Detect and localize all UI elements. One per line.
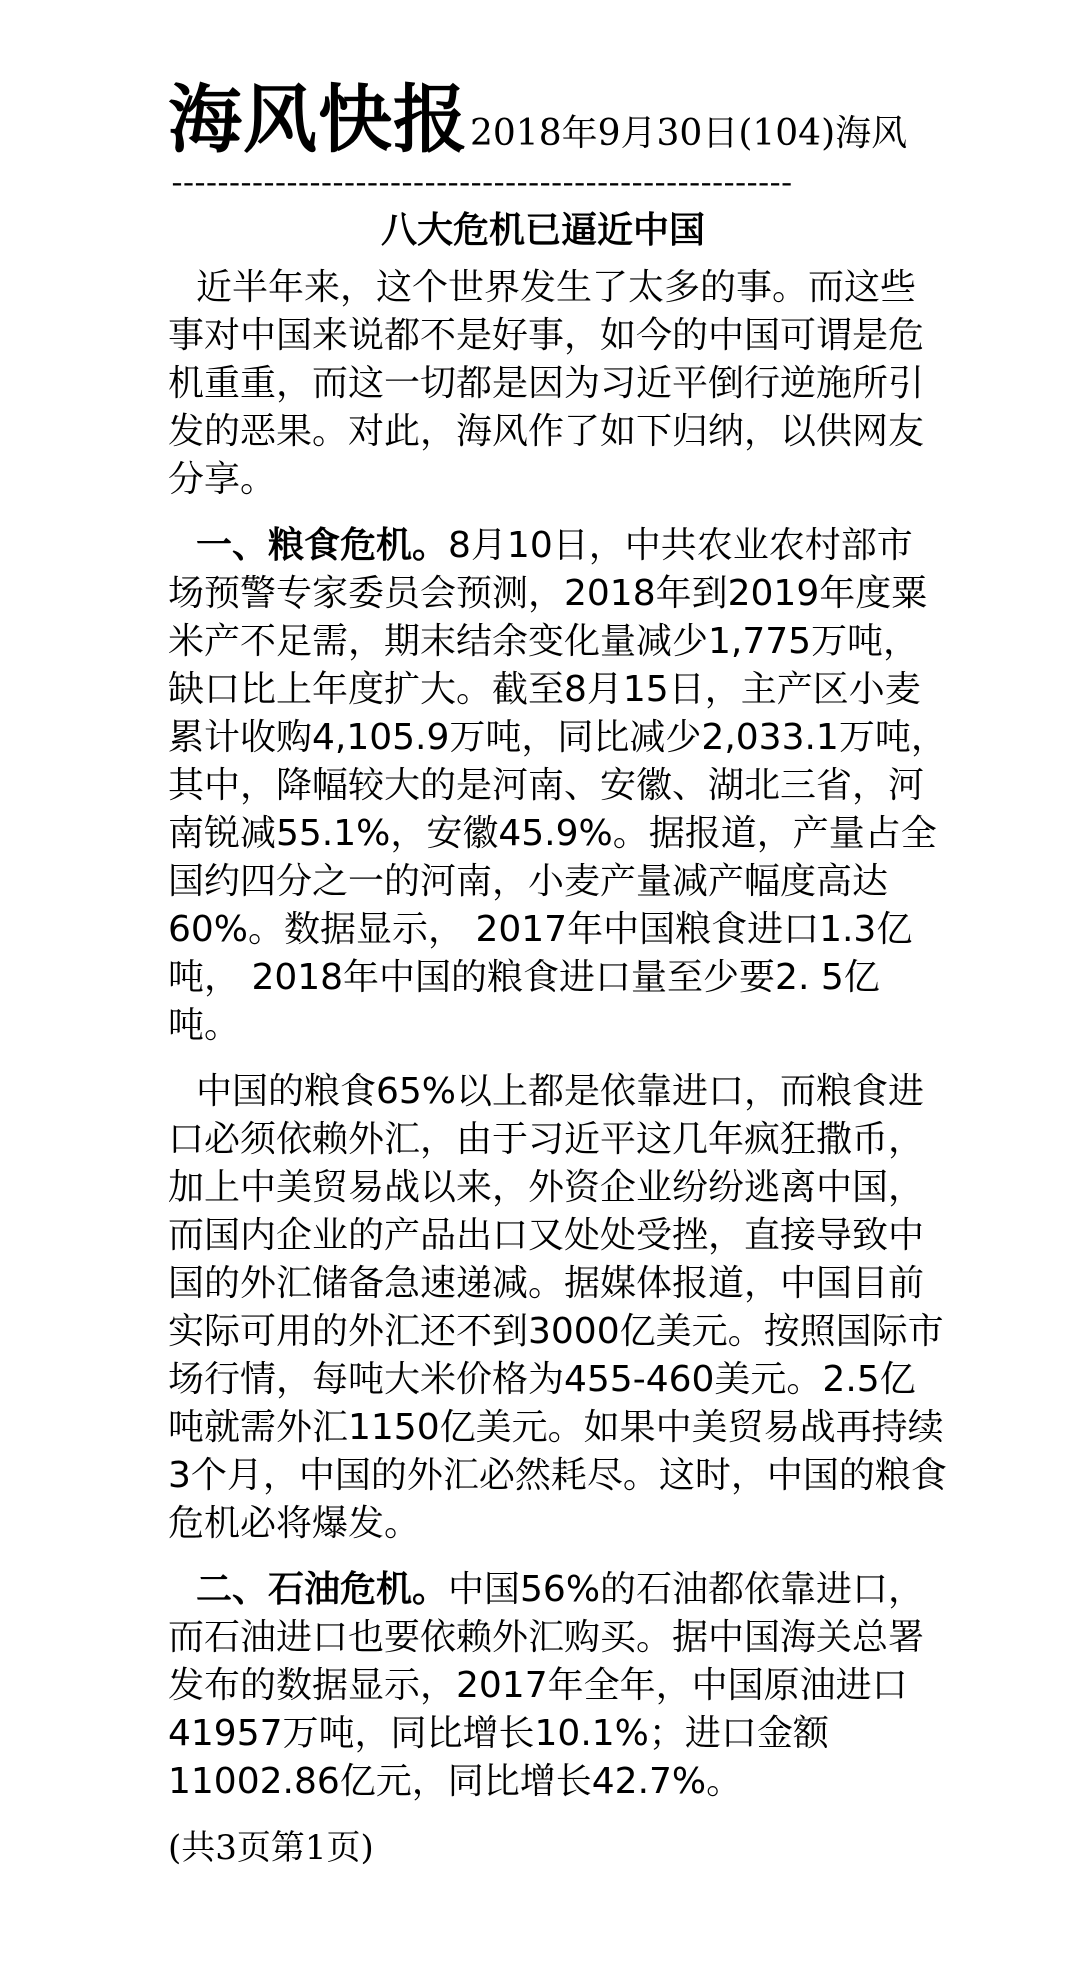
section-heading-food: 一、粮食危机。 xyxy=(196,525,449,566)
article-headline: 八大危机已逼近中国 xyxy=(380,210,705,251)
dashed-divider: ------------------------------------------------------ xyxy=(168,170,790,202)
section-oil-body: 中国56%的石油都依靠进口，而石油进口也要依赖外汇购买。据中国海关总署发布的数据显示，2017年全年，中国原油进口41957万吨，同比增长10.1%；进口金额11002.86亿元，同比增长42.7%。 xyxy=(168,1569,925,1802)
intro-paragraph: 近半年来，这个世界发生了太多的事。而这些事对中国来说都不是好事，如今的中国可谓是危机重重，而这一切都是因为习近平倒行逆施所引发的恶果。对此，海风作了如下归纳，以供网友分享。 xyxy=(168,267,925,500)
section-food-continued: 中国的粮食65%以上都是依靠进口，而粮食进口必须依赖外汇，由于习近平这几年疯狂撒币，加上中美贸易战以来，外资企业纷纷逃离中国，而国内企业的产品出口又处处受挫，直接导致中国的外汇储备急速递减。据媒体报道，中国目前实际可用的外汇还不到3000亿美元。按照国际市场行情，每吨大米价格为455-460美元。2.5亿吨就需外汇1150亿美元。如果中美贸易战再持续3个月，中国的外汇必然耗尽。这时，中国的粮食危机必将爆发。 xyxy=(168,1071,947,1544)
masthead-title: 海风快报 xyxy=(168,77,468,163)
page-indicator: (共3页第1页) xyxy=(168,1828,374,1868)
document-page xyxy=(168,70,948,1872)
section-food-crisis xyxy=(168,522,948,1050)
section-heading-oil: 二、石油危机。 xyxy=(196,1569,449,1610)
masthead xyxy=(168,70,948,170)
issue-date-author: 2018年9月30日(104)海风 xyxy=(470,113,908,154)
section-oil-crisis xyxy=(168,1566,948,1806)
section-food-body: 8月10日，中共农业农村部市场预警专家委员会预测，2018年到2019年度粟米产不足需，期末结余变化量减少1,775万吨，缺口比上年度扩大。截至8月15日，主产区小麦累计收购4,105.9万吨，同比减少2,033.1万吨，其中，降幅较大的是河南、安徽、湖北三省，河南锐减55.1%，安徽45.9%。据报道，产量占全国约四分之一的河南，小麦产量减产幅度高达60%。数据显示， 2017年中国粮食进口1.3亿吨， 2018年中国的粮食进口量至少要2. 5亿吨。 xyxy=(168,525,947,1046)
